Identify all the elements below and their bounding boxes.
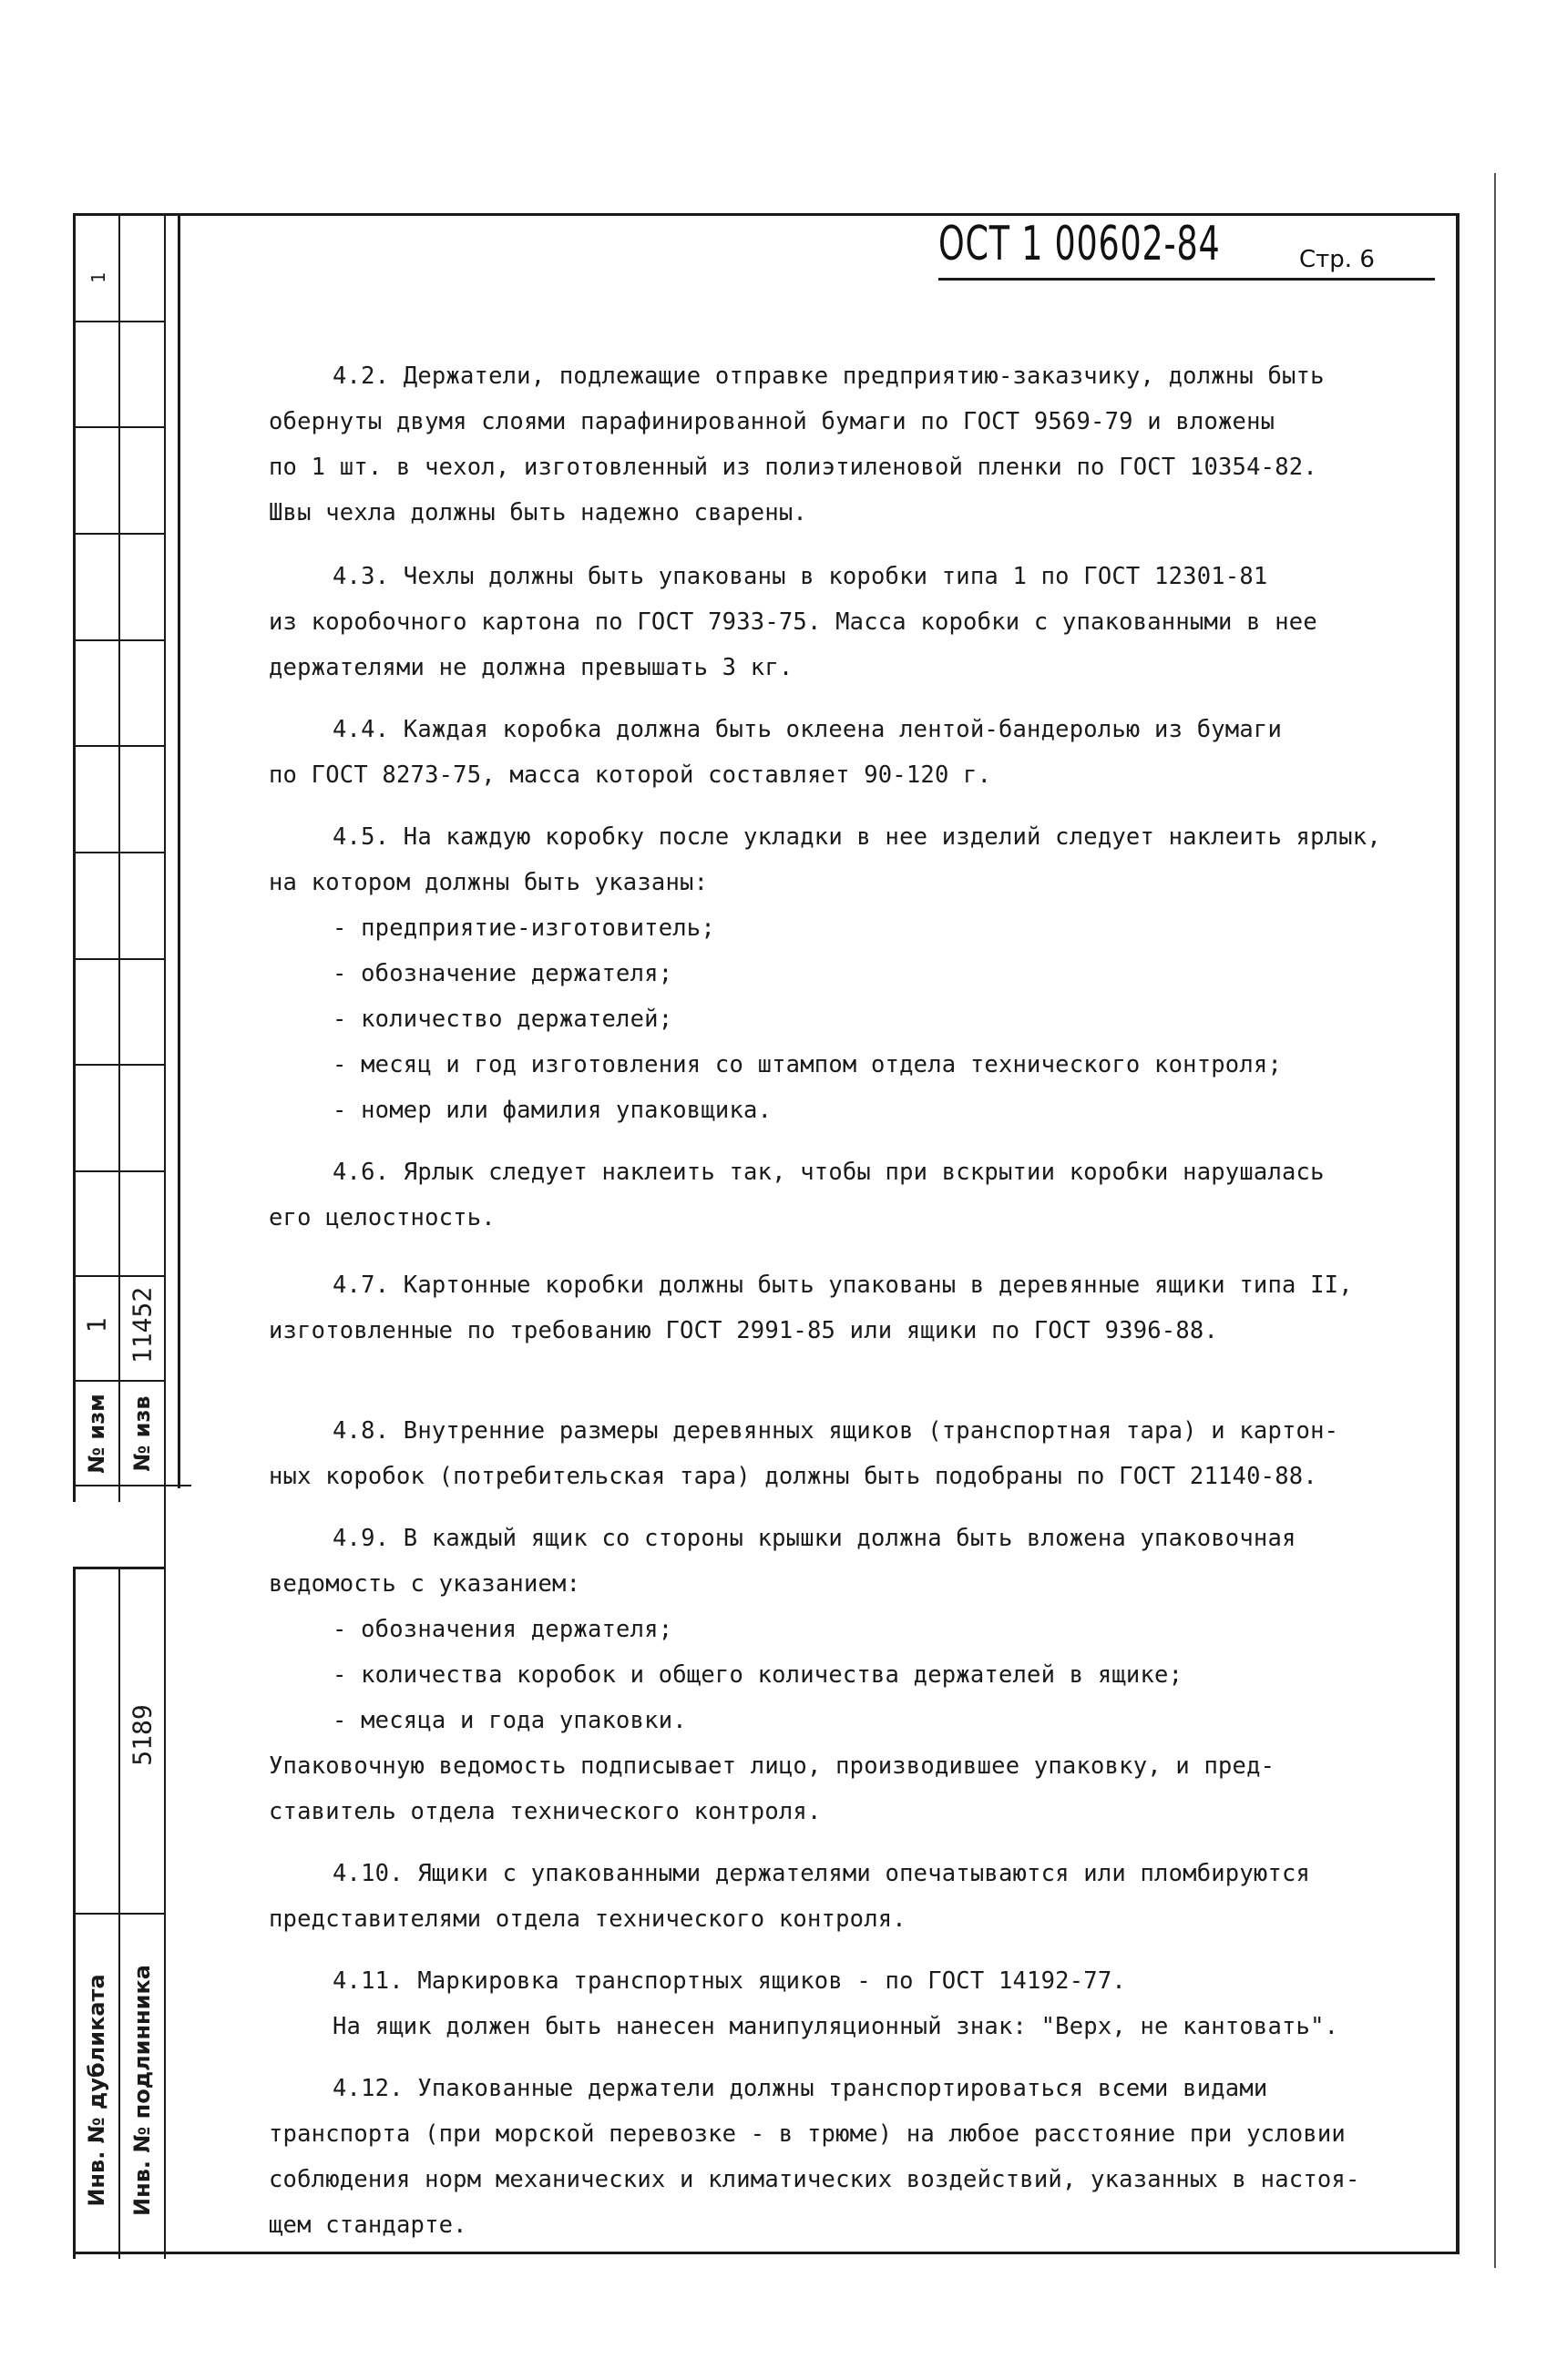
text-line: соблюдения норм механических и климатических воздействий, указанных в настоя- <box>269 2166 1360 2193</box>
text-line: 4.12. Упакованные держатели должны транспортироваться всеми видами <box>333 2075 1268 2102</box>
page-number: Стр. 6 <box>1299 246 1375 273</box>
list-item: - месяца и года упаковки. <box>333 1707 687 1734</box>
text-line: изготовленные по требованию ГОСТ 2991-85 или ящики по ГОСТ 9396-88. <box>269 1317 1219 1344</box>
text-line: представителями отдела технического контроля. <box>269 1905 906 1933</box>
list-item: - месяц и год изготовления со штампом отдела технического контроля; <box>333 1051 1283 1078</box>
strip-cell-line <box>73 1380 164 1382</box>
text-line: Швы чехла должны быть надежно сварены. <box>269 499 807 526</box>
text-line: 4.4. Каждая коробка должна быть оклеена лентой-бандеролью из бумаги <box>333 716 1283 743</box>
text-line: 4.9. В каждый ящик со стороны крышки должна быть вложена упаковочная <box>333 1525 1296 1552</box>
strip-line-2 <box>118 213 120 1502</box>
izm-label: № изм <box>84 1394 109 1474</box>
strip-cell-line <box>73 958 164 960</box>
frame-left-line <box>178 213 180 1488</box>
text-line: 4.6. Ярлык следует наклеить так, чтобы при вскрытии коробки нарушалась <box>333 1159 1325 1186</box>
text-line: На ящик должен быть нанесен манипуляционный знак: "Верх, не кантовать". <box>333 2013 1339 2040</box>
list-item: - номер или фамилия упаковщика. <box>333 1097 773 1124</box>
list-item: - количество держателей; <box>333 1006 673 1033</box>
strip-cell-line <box>73 1275 164 1277</box>
text-line: ведомость с указанием: <box>269 1570 581 1598</box>
text-line: 4.7. Картонные коробки должны быть упакованы в деревянные ящики типа II, <box>333 1272 1353 1299</box>
list-item: - количества коробок и общего количества держателей в ящике; <box>333 1661 1183 1689</box>
strip-cell-line <box>73 426 164 428</box>
text-line: обернуты двумя слоями парафинированной бумаги по ГОСТ 9569-79 и вложены <box>269 408 1275 435</box>
top-corner-mark: 1 <box>87 271 109 284</box>
strip-cell-line <box>73 1170 164 1172</box>
frame-top-line <box>73 213 1458 216</box>
text-line: 4.10. Ящики с упакованными держателями опечатываются или пломбируются <box>333 1860 1311 1887</box>
strip-line-3 <box>164 213 166 1502</box>
izv-label: № изв <box>129 1395 155 1472</box>
text-line: Упаковочную ведомость подписывает лицо, производившее упаковку, и пред- <box>269 1752 1275 1780</box>
text-line: по ГОСТ 8273-75, масса которой составляет 90-120 г. <box>269 761 992 789</box>
page-edge-line <box>1494 173 1496 2268</box>
text-line: 4.2. Держатели, подлежащие отправке предприятию-заказчику, должны быть <box>333 363 1325 390</box>
strip-cell-line <box>73 533 164 535</box>
text-line: 4.3. Чехлы должны быть упакованы в коробки типа 1 по ГОСТ 12301-81 <box>333 563 1268 590</box>
list-item: - обозначения держателя; <box>333 1616 673 1643</box>
frame-left-line-lower <box>164 1485 166 2254</box>
izv-value: 11452 <box>127 1286 158 1364</box>
strip-cell-line <box>73 852 164 853</box>
strip-cell-line <box>73 639 164 641</box>
text-line: 4.8. Внутренние размеры деревянных ящиков (транспортная тара) и картон- <box>333 1417 1339 1445</box>
list-item: - обозначение держателя; <box>333 960 673 987</box>
strip-cell-line <box>73 321 164 322</box>
frame-right-line <box>1456 213 1459 2253</box>
orig-value: 5189 <box>127 1704 158 1766</box>
text-line: из коробочного картона по ГОСТ 7933-75. Масса коробки с упакованными в нее <box>269 608 1317 636</box>
orig-label: Инв. № подлинника <box>129 1965 155 2216</box>
lower-strip-top <box>73 1567 166 1569</box>
text-line: щем стандарте. <box>269 2211 467 2239</box>
frame-bottom-line <box>164 2252 1459 2254</box>
lower-strip-bottom <box>73 2252 166 2254</box>
list-item: - предприятие-изготовитель; <box>333 914 715 942</box>
strip-cell-line <box>73 1064 164 1066</box>
izm-value: 1 <box>81 1317 112 1333</box>
text-line: 4.11. Маркировка транспортных ящиков - по ГОСТ 14192-77. <box>333 1967 1126 1995</box>
text-line: 4.5. На каждую коробку после укладки в нее изделий следует наклеить ярлык, <box>333 823 1381 851</box>
lower-strip-mid <box>73 1913 166 1915</box>
text-line: держателями не должна превышать 3 кг. <box>269 654 794 681</box>
strip-cell-line <box>73 1485 191 1486</box>
text-line: ставитель отдела технического контроля. <box>269 1798 822 1825</box>
header-underline <box>938 278 1435 281</box>
text-line: ных коробок (потребительская тара) должны быть подобраны по ГОСТ 21140-88. <box>269 1463 1317 1490</box>
text-line: по 1 шт. в чехол, изготовленный из полиэтиленовой пленки по ГОСТ 10354-82. <box>269 454 1317 481</box>
document-code: ОСТ 1 00602-84 <box>938 217 1221 271</box>
text-line: его целостность. <box>269 1204 496 1231</box>
strip-line-1 <box>73 213 76 1502</box>
text-line: на котором должны быть указаны: <box>269 869 709 896</box>
strip-cell-line <box>73 745 164 747</box>
dup-label: Инв. № дубликата <box>84 1974 109 2207</box>
text-line: транспорта (при морской перевозке - в трюме) на любое расстояние при условии <box>269 2120 1346 2148</box>
